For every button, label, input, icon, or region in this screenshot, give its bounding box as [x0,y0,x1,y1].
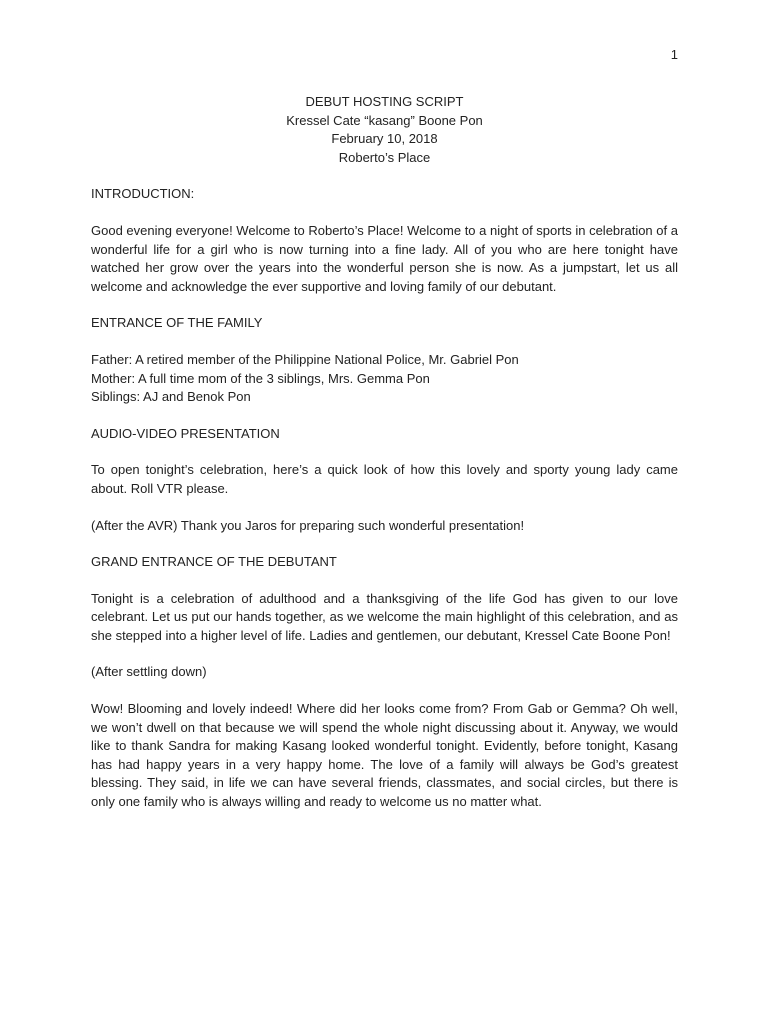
document-body [91,93,678,830]
closing-paragraph: Wow! Blooming and lovely indeed! Where did her looks come from? From Gab or Gemma? Oh well, we won’t dwell on that because we will spend the whole night discussing about it. Anyway, we would like to thank Sandra for making Kasang looked wonderful tonight. Evidently, before tonight, Kasang has had happy years in a very happy home. The love of a family will always be God’s greatest blessing. They said, in life we can have several friends, classmates, and social circles, but there is only one family who is always willing and ready to welcome us no matter what. [91,701,678,810]
grand-entrance-heading: GRAND ENTRANCE OF THE DEBUTANT [91,554,337,570]
introduction-heading: INTRODUCTION: [91,186,195,202]
celebrant-name: Kressel Cate “kasang” Boone Pon [286,112,483,128]
family-mother: Mother: A full time mom of the 3 siblings, Mrs. Gemma Pon [91,370,430,386]
event-date: February 10, 2018 [331,131,438,147]
family-list [91,351,678,407]
family-siblings: Siblings: AJ and Benok Pon [91,389,251,405]
after-settling-note: (After settling down) [91,664,207,680]
event-venue: Roberto’s Place [338,149,431,165]
avp-paragraph: To open tonight’s celebration, here’s a quick look of how this lovely and sporty young lady came about. Roll VTR please. [91,462,678,496]
grand-entrance-paragraph: Tonight is a celebration of adulthood and a thanksgiving of the life God has given to our love celebrant. Let us put our hands together, as we welcome the main highlight of this celebration, and as she stepped into a higher level of life. Ladies and gentlemen, our debutant, Kressel Cate Boone Pon! [91,590,678,643]
document-header [91,93,678,167]
family-heading: ENTRANCE OF THE FAMILY [91,315,263,331]
document-title: DEBUT HOSTING SCRIPT [305,94,464,109]
avp-heading: AUDIO-VIDEO PRESENTATION [91,425,280,441]
introduction-paragraph: Good evening everyone! Welcome to Roberto’s Place! Welcome to a night of sports in celebration of a wonderful life for a girl who is now turning into a fine lady. All of you who are here tonight have watched her grow over the years into the wonderful person she is now. As a jumpstart, let us all welcome and acknowledge the ever supportive and loving family of our debutant. [91,222,678,294]
family-father: Father: A retired member of the Philippine National Police, Mr. Gabriel Pon [91,351,519,367]
avp-after-note: (After the AVR) Thank you Jaros for preparing such wonderful presentation! [91,517,525,533]
page-number: 1 [670,47,678,62]
